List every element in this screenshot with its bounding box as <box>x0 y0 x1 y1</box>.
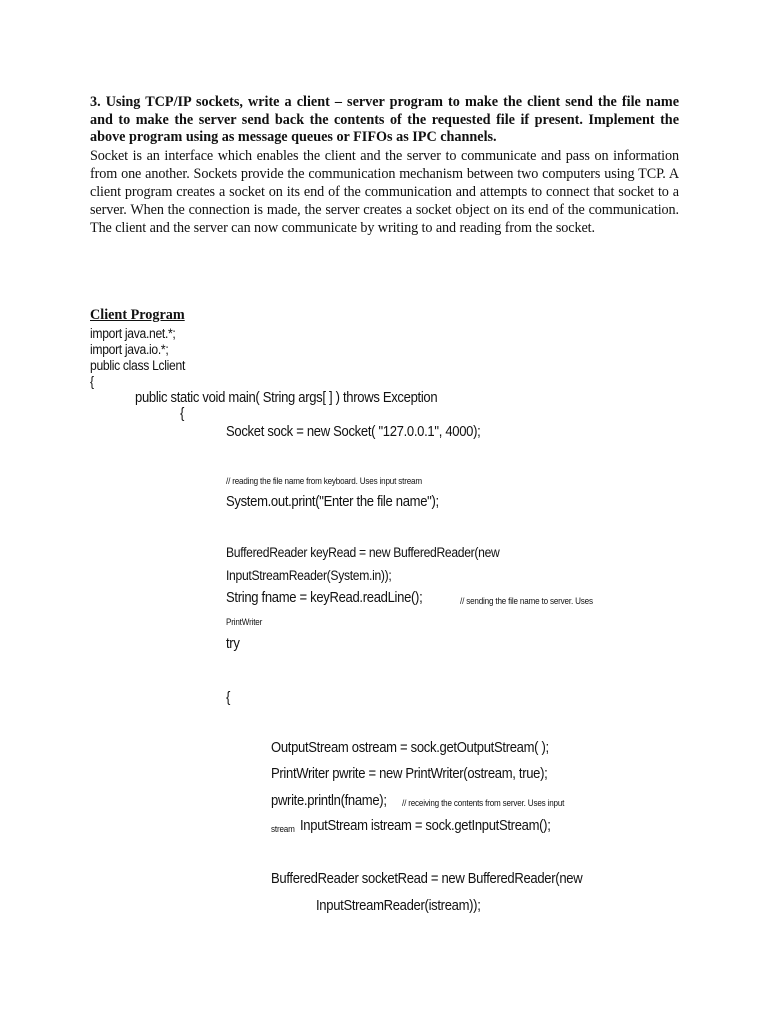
code-line-print-prompt: System.out.print("Enter the file name"); <box>226 494 439 510</box>
code-line-import-io: import java.io.*; <box>90 342 169 357</box>
code-line-pwrite-decl: PrintWriter pwrite = new PrintWriter(ostream, true); <box>271 766 548 782</box>
code-line-main-signature: public static void main( String args[ ] ) throws Exception <box>135 390 438 406</box>
code-line-import-net: import java.net.*; <box>90 326 176 341</box>
code-comment-receiving-cont: stream <box>271 824 295 834</box>
code-comment-sending-cont: PrintWriter <box>226 617 263 627</box>
code-line-keyread-cont: InputStreamReader(System.in)); <box>226 568 392 583</box>
code-line-fname-decl: String fname = keyRead.readLine(); <box>226 590 423 606</box>
code-comment-sending: // sending the file name to server. Uses <box>460 596 593 606</box>
code-line-socketread-cont: InputStreamReader(istream)); <box>316 898 481 914</box>
code-line-ostream-decl: OutputStream ostream = sock.getOutputStream( ); <box>271 740 549 756</box>
code-line-try: try <box>226 636 240 652</box>
code-comment-reading: // reading the file name from keyboard. Uses input stream <box>226 476 422 486</box>
question-heading: 3. Using TCP/IP sockets, write a client – server program to make the client send the file name and to make the server send back the contents of the requested file if present. Implement the above program using as message queues or FIFOs as IPC channels. <box>90 94 679 145</box>
code-line-println-call: pwrite.println(fname); <box>271 793 387 809</box>
code-comment-receiving: // receiving the contents from server. Uses input <box>402 798 565 808</box>
code-line-keyread-decl: BufferedReader keyRead = new BufferedReader(new <box>226 545 500 560</box>
code-line-istream-decl: InputStream istream = sock.getInputStream(); <box>300 818 551 834</box>
code-line-class-decl: public class Lclient <box>90 358 186 373</box>
intro-paragraph: Socket is an interface which enables the client and the server to communicate and pass on information from one another. Sockets provide the communication mechanism between two computers using TCP. A client program creates a socket on its end of the communication and attempts to connect that socket to a server. When the connection is made, the server creates a socket object on its end of the communication. The client and the server can now communicate by writing to and reading from the socket. <box>90 148 679 236</box>
section-title-client-program: Client Program <box>90 307 185 323</box>
code-line-socketread-decl: BufferedReader socketRead = new BufferedReader(new <box>271 871 583 887</box>
code-line-open-brace-class: { <box>90 374 94 389</box>
code-line-open-brace-main: { <box>180 406 185 422</box>
code-line-open-brace-try: { <box>226 690 231 706</box>
code-line-socket-decl: Socket sock = new Socket( "127.0.0.1", 4000); <box>226 424 481 440</box>
